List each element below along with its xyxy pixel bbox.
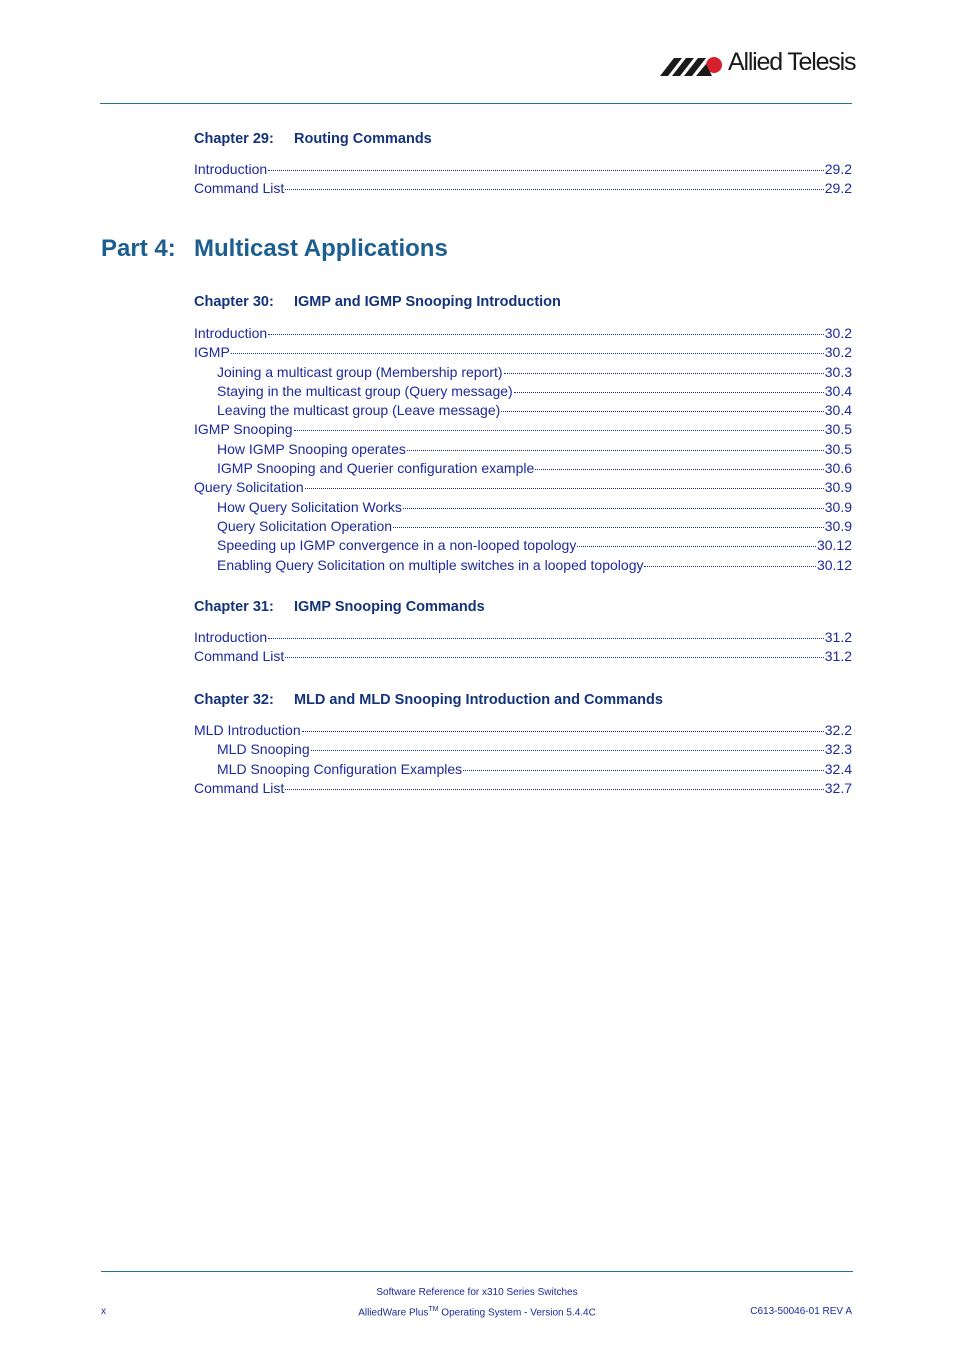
chapter-29-toc [194,160,852,199]
chapter-31-toc [194,628,852,667]
chapter-32-heading [194,692,663,708]
toc-entry-page[interactable]: 30.9 [824,479,852,496]
chapter-number: Chapter 32: [194,692,274,708]
toc-entry-page[interactable]: 29.2 [824,180,852,197]
dot-leader [268,169,824,171]
toc-entry-title[interactable]: Query Solicitation [194,479,304,496]
part-number: Part 4: [101,235,176,262]
toc-subentry[interactable] [194,498,852,517]
dot-leader [305,487,824,489]
toc-entry-page[interactable]: 30.9 [824,498,852,515]
toc-entry[interactable] [194,628,852,647]
part-4-heading [101,235,448,263]
dot-leader [311,749,824,751]
toc-entry[interactable] [194,779,852,798]
toc-entry-title[interactable]: IGMP Snooping [194,421,293,438]
toc-entry-title[interactable]: Enabling Query Solicitation on multiple switches in a looped topology [217,556,644,573]
logo-mark-icon [660,54,726,80]
dot-leader [285,188,823,190]
toc-subentry[interactable] [194,401,852,420]
toc-entry-page[interactable]: 32.3 [824,741,852,758]
toc-entry-page[interactable]: 31.2 [824,629,852,645]
toc-entry-title[interactable]: Command List [194,779,285,796]
toc-entry-title[interactable]: Query Solicitation Operation [217,517,393,534]
toc-entry-page[interactable]: 30.5 [824,421,852,438]
dot-leader [403,507,824,509]
allied-telesis-logo [660,50,854,80]
toc-entry-title[interactable]: Introduction [194,161,268,177]
footer-doc-code: C613-50046-01 REV A [750,1306,852,1317]
chapter-number: Chapter 31: [194,599,274,615]
toc-entry-page[interactable]: 30.2 [824,344,852,361]
toc-entry[interactable] [194,324,852,343]
toc-entry[interactable] [194,647,852,666]
chapter-title: Routing Commands [294,131,432,147]
dot-leader [407,449,824,451]
toc-subentry[interactable] [194,740,852,759]
toc-entry-page[interactable]: 31.2 [824,648,852,665]
footer-document-title: Software Reference for x310 Series Switches [376,1287,578,1298]
toc-entry-page[interactable]: 30.3 [824,363,852,380]
toc-entry-title[interactable]: Command List [194,180,285,197]
toc-entry[interactable] [194,179,852,198]
header-rule [100,103,852,104]
toc-entry-page[interactable]: 32.4 [824,760,852,777]
toc-entry-page[interactable]: 30.6 [824,460,852,477]
dot-leader [535,468,823,470]
chapter-30-heading [194,294,561,310]
footer-version-text: Operating System - Version 5.4.4C [438,1307,596,1319]
toc-entry[interactable] [194,478,852,497]
toc-entry-title[interactable]: MLD Snooping [217,741,310,758]
chapter-title: IGMP and IGMP Snooping Introduction [294,294,561,310]
dot-leader [285,788,823,790]
dot-leader [504,372,824,374]
toc-entry-title[interactable]: IGMP [194,344,230,361]
chapter-title: MLD and MLD Snooping Introduction and Commands [294,692,663,708]
toc-entry-page[interactable]: 32.7 [824,779,852,796]
toc-entry-page[interactable]: 30.9 [824,517,852,534]
dot-leader [644,565,815,567]
toc-entry-page[interactable]: 30.12 [816,537,852,554]
dot-leader [268,637,824,639]
logo-text: Allied Telesis [728,48,856,76]
chapter-number: Chapter 29: [194,131,274,147]
toc-entry-title[interactable]: How IGMP Snooping operates [217,440,406,457]
dot-leader [231,352,824,354]
toc-entry-page[interactable]: 29.2 [824,161,852,177]
toc-entry[interactable] [194,160,852,179]
toc-entry-page[interactable]: 30.4 [824,402,852,419]
dot-leader [268,333,824,335]
toc-entry-page[interactable]: 32.2 [824,722,852,738]
toc-entry-title[interactable]: IGMP Snooping and Querier configuration example [217,460,535,477]
footer-product-name: AlliedWare Plus [358,1307,429,1319]
chapter-29-heading [194,131,432,147]
toc-entry[interactable] [194,721,852,740]
dot-leader [577,545,816,547]
toc-subentry[interactable] [194,363,852,382]
toc-entry-title[interactable]: Introduction [194,629,268,645]
chapter-number: Chapter 30: [194,294,274,310]
toc-entry-title[interactable]: Speeding up IGMP convergence in a non-looped topology [217,537,577,554]
toc-entry-page[interactable]: 30.5 [824,440,852,457]
toc-subentry[interactable] [194,440,852,459]
toc-entry-title[interactable]: MLD Snooping Configuration Examples [217,760,463,777]
part-title: Multicast Applications [194,235,448,262]
toc-entry-page[interactable]: 30.12 [816,556,852,573]
dot-leader [294,429,824,431]
toc-entry-title[interactable]: How Query Solicitation Works [217,498,402,515]
toc-subentry[interactable] [194,536,852,555]
toc-entry-title[interactable]: Introduction [194,325,268,341]
toc-subentry[interactable] [194,382,852,401]
dot-leader [463,769,824,771]
dot-leader [285,656,823,658]
footer-page-number: x [101,1306,106,1317]
toc-subentry[interactable] [194,760,852,779]
toc-entry-title[interactable]: Staying in the multicast group (Query message) [217,382,513,399]
chapter-31-heading [194,599,485,615]
toc-entry[interactable] [194,343,852,362]
toc-entry-title[interactable]: Joining a multicast group (Membership report) [217,363,503,380]
toc-entry-page[interactable]: 30.2 [824,325,852,341]
dot-leader [393,526,824,528]
toc-entry-title[interactable]: Leaving the multicast group (Leave message) [217,402,501,419]
trademark-mark: TM [428,1306,439,1313]
toc-subentry[interactable] [194,517,852,536]
toc-entry-page[interactable]: 30.4 [824,382,852,399]
dot-leader [501,410,823,412]
dot-leader [514,391,824,393]
toc-entry[interactable] [194,420,852,439]
chapter-32-toc [194,721,852,798]
toc-subentry[interactable] [194,556,852,575]
toc-subentry[interactable] [194,459,852,478]
chapter-title: IGMP Snooping Commands [294,599,485,615]
toc-entry-title[interactable]: Command List [194,648,285,665]
dot-leader [302,730,824,732]
chapter-30-toc [194,324,852,575]
footer-rule [101,1271,853,1272]
toc-entry-title[interactable]: MLD Introduction [194,722,301,738]
